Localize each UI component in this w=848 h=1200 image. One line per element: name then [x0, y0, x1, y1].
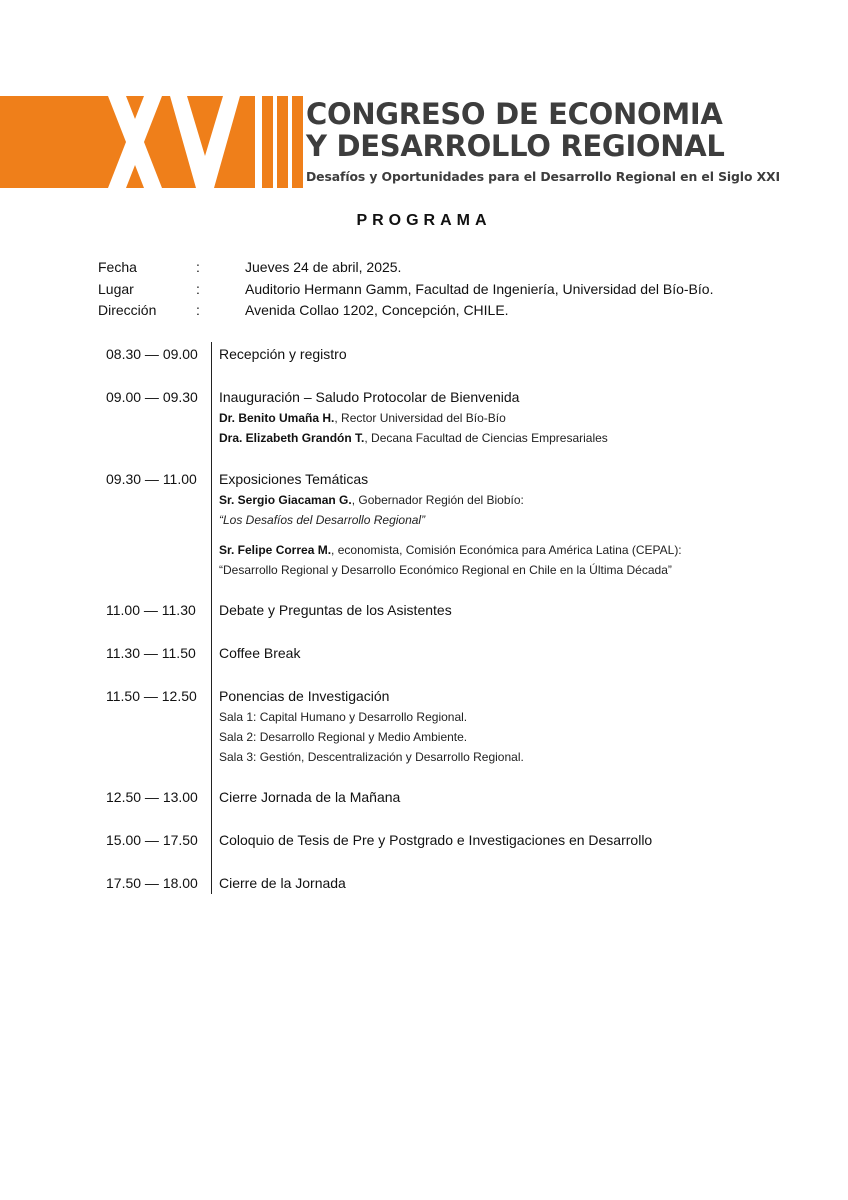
schedule-title: Cierre de la Jornada: [219, 875, 346, 891]
schedule-time: 11.30 — 11.50: [106, 645, 196, 661]
schedule-title: Coloquio de Tesis de Pre y Postgrado e Investigaciones en Desarrollo: [219, 832, 653, 848]
schedule-title: Recepción y registro: [219, 346, 347, 362]
room-item: Sala 3: Gestión, Descentralización y Desarrollo Regional.: [219, 750, 524, 764]
schedule-time: 09.00 — 09.30: [106, 389, 198, 405]
schedule-time: 12.50 — 13.00: [106, 789, 198, 805]
schedule-divider: [211, 342, 212, 894]
speaker: [219, 540, 839, 560]
speaker: [219, 408, 839, 428]
info-value: Jueves 24 de abril, 2025.: [245, 259, 402, 275]
schedule-time: 08.30 — 09.00: [106, 346, 198, 362]
info-label: Lugar: [98, 280, 134, 297]
schedule-title: Exposiciones Temáticas: [219, 471, 369, 487]
schedule-time: 11.50 — 12.50: [106, 688, 197, 704]
info-label: Fecha: [98, 259, 137, 275]
speaker-name: Sr. Felipe Correa M.: [219, 543, 332, 557]
logo-wordmark: [306, 98, 836, 185]
schedule-time: 09.30 — 11.00: [106, 471, 197, 487]
talk-topic: “Desarrollo Regional y Desarrollo Económico Regional en Chile en la Última Década”: [219, 563, 672, 577]
info-colon: :: [196, 302, 200, 318]
info-colon: :: [196, 259, 200, 275]
speaker-name: Dra. Elizabeth Grandón T.: [219, 431, 365, 445]
room-item: Sala 1: Capital Humano y Desarrollo Regional.: [219, 710, 468, 724]
info-label: Dirección: [98, 302, 157, 318]
speaker-role: , Rector Universidad del Bío-Bío: [334, 411, 506, 425]
info-value: Auditorio Hermann Gamm, Facultad de Ingeniería, Universidad del Bío-Bío.: [245, 280, 714, 297]
speaker-role: , Gobernador Región del Biobío:: [351, 493, 524, 507]
schedule-title: Debate y Preguntas de los Asistentes: [219, 602, 452, 618]
speaker-role: , economista, Comisión Económica para América Latina (CEPAL):: [331, 543, 682, 557]
talk-topic: “Los Desafíos del Desarrollo Regional”: [219, 513, 426, 527]
speaker-name: Dr. Benito Umaña H.: [219, 411, 335, 425]
speaker-name: Sr. Sergio Giacaman G.: [219, 493, 352, 507]
schedule-time: 17.50 — 18.00: [106, 875, 198, 891]
schedule-title: Ponencias de Investigación: [219, 688, 390, 704]
logo-pillars: [262, 96, 302, 188]
speaker-role: , Decana Facultad de Ciencias Empresariales: [364, 431, 608, 445]
info-colon: :: [196, 280, 200, 297]
schedule-title: Inauguración – Saludo Protocolar de Bienvenida: [219, 389, 520, 405]
page-title: PROGRAMA: [356, 212, 492, 229]
schedule-title: Cierre Jornada de la Mañana: [219, 789, 401, 805]
speaker: [219, 490, 839, 510]
schedule-time: 11.00 — 11.30: [106, 602, 196, 618]
info-value: Avenida Collao 1202, Concepción, CHILE.: [245, 302, 509, 318]
speaker: [219, 428, 839, 448]
logo-line-1: CONGRESO DE ECONOMIA: [306, 97, 723, 131]
schedule-time: 15.00 — 17.50: [106, 832, 198, 848]
logo-roman-numeral: [0, 96, 255, 188]
room-item: Sala 2: Desarrollo Regional y Medio Ambiente.: [219, 730, 468, 744]
logo-line-2: Y DESARROLLO REGIONAL: [306, 129, 725, 163]
logo-subtitle: Desafíos y Oportunidades para el Desarrollo Regional en el Siglo XXI: [306, 169, 780, 184]
schedule-title: Coffee Break: [219, 645, 301, 661]
